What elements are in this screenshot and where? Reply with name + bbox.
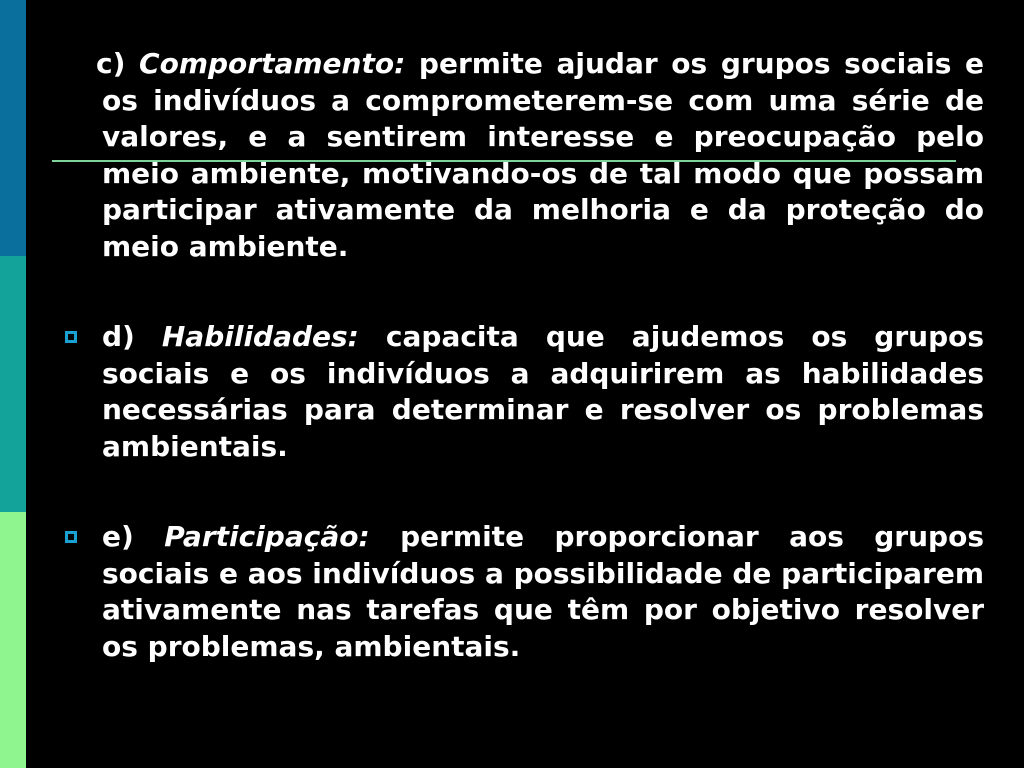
item-marker: e): [102, 520, 134, 553]
paragraph-participacao: [102, 519, 984, 665]
item-text: capacita que ajudemos os grupos sociais e os indivíduos a adquirirem as habilidades necessárias para determinar e resolver os problemas ambientais.: [102, 320, 985, 463]
left-stripe-middle: [0, 256, 26, 512]
item-text: permite ajudar os grupos sociais e os indivíduos a comprometerem-se com uma série de valores, e a sentirem interesse e preocupação pelo meio ambiente, motivando-os de tal modo que possam participar ativamente da melhoria e da proteção do meio ambiente.: [102, 47, 985, 263]
item-term: Comportamento:: [139, 47, 406, 80]
item-marker: d): [102, 320, 135, 353]
slide-body: [96, 46, 985, 665]
paragraph-habilidades: [102, 319, 984, 465]
item-marker: c): [96, 47, 126, 80]
item-term: Participação:: [164, 520, 370, 553]
hollow-square-bullet-icon: [65, 531, 77, 543]
left-stripe-top: [0, 0, 26, 256]
left-stripe-bottom: [0, 512, 26, 768]
hollow-square-bullet-icon: [65, 331, 77, 343]
item-term: Habilidades:: [161, 320, 359, 353]
item-text: permite proporcionar aos grupos sociais e aos indivíduos a possibilidade de participarem ativamente nas tarefas que têm por objetivo resolver os problemas, ambientais.: [102, 520, 984, 663]
paragraph-comportamento: [96, 46, 985, 265]
